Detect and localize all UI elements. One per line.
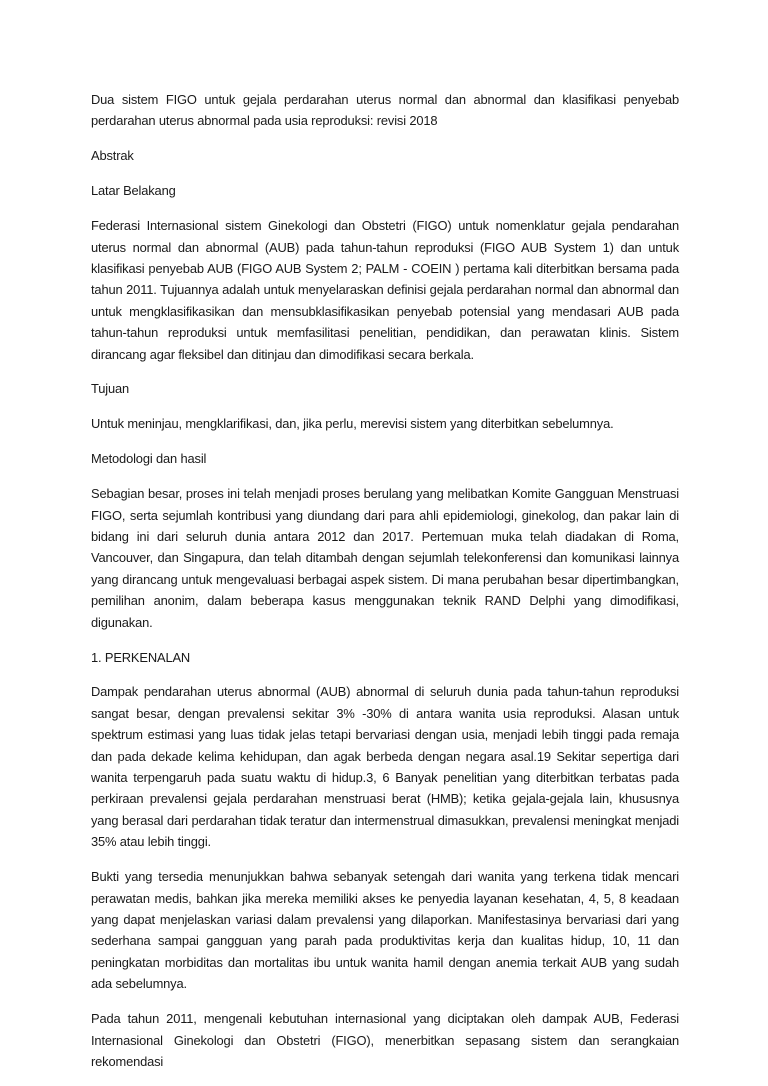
methods-paragraph: Sebagian besar, proses ini telah menjadi proses berulang yang melibatkan Komite Gangguan Menstruasi FIGO, serta sejumlah kontribusi yang diundang dari para ahli epidemiologi, ginekolog, dan pakar lain di bidang ini dari seluruh dunia antara 2012 dan 2017. Pertemuan muka telah diadakan di Roma, Vancouver, dan Singapura, dan telah ditambah dengan sejumlah telekonferensi dan komunikasi lainnya yang dirancang untuk mengevaluasi berbagai aspek sistem. Di mana perubahan besar dipertimbangkan, pemilihan anonim, dalam beberapa kasus menggunakan teknik RAND Delphi yang dimodifikasi, digunakan. (91, 486, 679, 630)
document-body (91, 89, 679, 1086)
intro-paragraph-1: Dampak pendarahan uterus abnormal (AUB) abnormal di seluruh dunia pada tahun-tahun reproduksi sangat besar, dengan prevalensi sekitar 3% -30% di antara wanita usia reproduksi. Alasan untuk spektrum estimasi yang luas tidak jelas tetapi bervariasi dengan usia, menjadi lebih tinggi pada remaja dan pada dekade kelima kehidupan, dan agak berbeda dengan negara asal.19 Sekitar sepertiga dari wanita terpengaruh pada suatu waktu di hidup.3, 6 Banyak penelitian yang diterbitkan terbatas pada perkiraan prevalensi gejala perdarahan menstruasi berat (HMB); ketika gejala-gejala lain, khususnya yang berasal dari perdarahan tidak teratur dan intermenstrual dimasukkan, prevalensi meningkat menjadi 35% atau lebih tinggi. (91, 684, 679, 850)
methods-heading: Metodologi dan hasil (91, 451, 207, 467)
objective-paragraph: Untuk meninjau, mengklarifikasi, dan, jika perlu, merevisi sistem yang diterbitkan sebelumnya. (91, 416, 614, 432)
background-paragraph: Federasi Internasional sistem Ginekologi dan Obstetri (FIGO) untuk nomenklatur gejala pendarahan uterus normal dan abnormal (AUB) pada tahun-tahun reproduksi (FIGO AUB System 1) dan untuk klasifikasi penyebab AUB (FIGO AUB System 2; PALM - COEIN ) pertama kali diterbitkan bersama pada tahun 2011. Tujuannya adalah untuk menyelaraskan definisi gejala perdarahan normal dan abnormal dan untuk mengklasifikasikan dan mensubklasifikasikan penyebab potensial yang mendasari AUB pada tahun-tahun reproduksi untuk memfasilitasi penelitian, pendidikan, dan perawatan klinis. Sistem dirancang agar fleksibel dan ditinjau dan dimodifikasi secara berkala. (91, 218, 679, 362)
intro-paragraph-3: Pada tahun 2011, mengenali kebutuhan internasional yang diciptakan oleh dampak AUB, Federasi Internasional Ginekologi dan Obstetri (FIGO), menerbitkan sepasang sistem dan serangkaian rekomendasi (91, 1011, 679, 1069)
intro-heading: 1. PERKENALAN (91, 649, 191, 665)
objective-heading: Tujuan (91, 381, 130, 397)
abstract-heading: Abstrak (91, 148, 134, 164)
intro-paragraph-2: Bukti yang tersedia menunjukkan bahwa sebanyak setengah dari wanita yang terkena tidak mencari perawatan medis, bahkan jika mereka memiliki akses ke penyedia layanan kesehatan, 4, 5, 8 keadaan yang dapat menjelaskan variasi dalam prevalensi yang dilaporkan. Manifestasinya bervariasi dari yang sederhana sampai gangguan yang parah pada produktivitas kerja dan kualitas hidup, 10, 11 dan peningkatan morbiditas dan mortalitas ibu untuk wanita hamil dengan anemia terkait AUB yang sudah ada sebelumnya. (91, 869, 679, 992)
background-heading: Latar Belakang (91, 183, 176, 199)
document-title: Dua sistem FIGO untuk gejala perdarahan uterus normal dan abnormal dan klasifikasi penyebab perdarahan uterus abnormal pada usia reproduksi: revisi 2018 (91, 92, 679, 129)
